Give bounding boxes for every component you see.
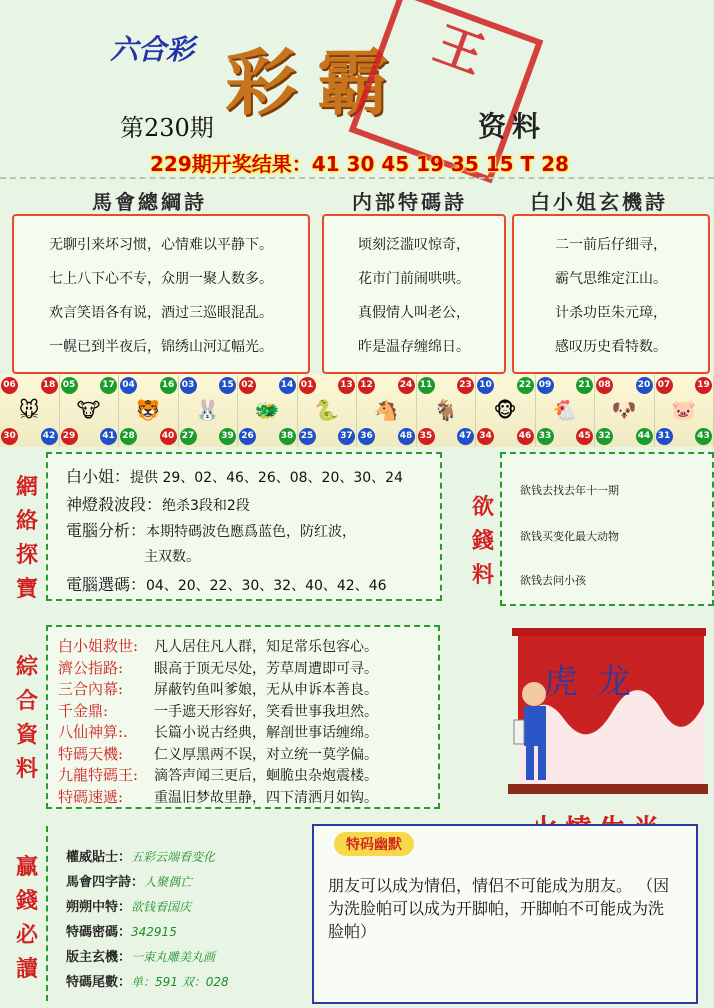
- win-side-label: [14, 850, 40, 986]
- zodiac-number: 17: [100, 377, 117, 394]
- shadeng-row: [66, 492, 250, 515]
- side-char: 綜: [15, 654, 38, 680]
- zodiac-number: 23: [457, 377, 474, 394]
- side-char: 網: [15, 474, 38, 500]
- poem-title-horse-club: 馬會總綱詩: [92, 190, 207, 214]
- poem-line: 霸气思维定江山。: [555, 271, 667, 287]
- zodiac-strip: [0, 375, 714, 447]
- side-char: 讀: [15, 956, 38, 982]
- row-value: 04、20、22、30、32、40、42、46: [146, 578, 387, 594]
- win-label: 特碼密碼：: [66, 925, 132, 940]
- side-char: 必: [15, 922, 38, 948]
- zodiac-number: 29: [61, 428, 78, 445]
- win-value: 单：591 双：028: [131, 975, 229, 989]
- win-row: [66, 896, 191, 915]
- money-line: 欲钱去问小孩: [520, 574, 586, 587]
- zodiac-number: 08: [596, 377, 613, 394]
- header-subtitle: 资料: [478, 110, 547, 143]
- win-row: [66, 971, 229, 990]
- zodiac-cell: [417, 375, 477, 447]
- zodiac-number: 35: [418, 428, 435, 445]
- row-label: 電腦分析：: [66, 521, 147, 540]
- win-label: 馬會四字詩：: [66, 875, 145, 890]
- zodiac-cell: [536, 375, 596, 447]
- zodiac-number: 07: [656, 377, 673, 394]
- zodiac-cell: [476, 375, 536, 447]
- zodiac-number: 48: [398, 428, 415, 445]
- zodiac-number: 22: [517, 377, 534, 394]
- zodiac-number: 21: [576, 377, 593, 394]
- zodiac-number: 01: [299, 377, 316, 394]
- poem-line: 欢言笑语各有说，酒过三巡眼混乱。: [49, 305, 273, 321]
- poem-line: 真假情人叫老公，: [358, 305, 470, 321]
- win-value: 五彩云端看变化: [131, 850, 216, 864]
- big-title: 彩霸: [225, 40, 410, 125]
- poem-box-baixiaojie: [512, 214, 710, 374]
- win-value: 欲钱看国庆: [131, 900, 192, 914]
- win-value: 人聚偶亡: [144, 875, 193, 889]
- pick-row: [66, 572, 387, 595]
- dragon-icon: 🐲: [254, 398, 280, 422]
- zodiac-cell: [298, 375, 358, 447]
- dog-icon: 🐶: [611, 398, 637, 422]
- combo-label: 濟公指路:: [58, 658, 124, 677]
- zodiac-number: 12: [358, 377, 375, 394]
- poem-title-internal: 内部特碼詩: [352, 190, 467, 214]
- zodiac-number: 11: [418, 377, 435, 394]
- zodiac-number: 46: [517, 428, 534, 445]
- zodiac-number: 43: [695, 428, 712, 445]
- zodiac-number: 16: [160, 377, 177, 394]
- joke-text: 朋友可以成为情侣，情侣不可能成为朋友。 （因为洗脸帕可以成为开脚帕，开脚帕不可能成为洗脸帕）: [328, 876, 670, 941]
- combo-row: [58, 786, 378, 807]
- zodiac-number: 44: [636, 428, 653, 445]
- zodiac-number: 02: [239, 377, 256, 394]
- combo-label: 八仙神算:.: [58, 723, 128, 741]
- win-row: [66, 871, 192, 890]
- row-value: 本期特碼波色應爲蓝色，防红波，: [146, 524, 357, 540]
- win-row: [66, 946, 215, 965]
- zodiac-number: 03: [180, 377, 197, 394]
- monkey-icon: 🐵: [493, 398, 517, 422]
- row-label: 電腦選碼：: [66, 575, 147, 594]
- win-box: [46, 826, 298, 1001]
- zodiac-number: 42: [41, 428, 58, 445]
- zodiac-cell: [595, 375, 655, 447]
- side-char: 合: [15, 688, 38, 714]
- combo-side-label: [14, 650, 40, 786]
- combo-label: 千金鼎:: [58, 701, 109, 720]
- zodiac-number: 40: [160, 428, 177, 445]
- poem-box-internal: [322, 214, 506, 374]
- combo-row: [58, 743, 378, 764]
- combo-row: [58, 635, 378, 656]
- poem-line: 感叹历史看特数。: [555, 339, 667, 355]
- zodiac-number: 33: [537, 428, 554, 445]
- side-char: 錢: [15, 888, 38, 914]
- poem-line: 无聊引来坏习惯，心情难以平静下。: [49, 237, 273, 253]
- combo-row: [58, 721, 378, 742]
- theater-illustration: [494, 624, 708, 802]
- side-char: 絡: [15, 508, 38, 534]
- rooster-icon: 🐔: [552, 398, 577, 422]
- poem-line: 七上八下心不专，众朋一聚人数多。: [49, 271, 273, 287]
- win-value: 342915: [131, 925, 177, 939]
- row-value: 提供 29、02、46、26、08、20、30、24: [130, 470, 403, 486]
- poem-line: 花市门前闹哄哄。: [358, 271, 470, 287]
- zodiac-number: 30: [1, 428, 18, 445]
- money-box: [500, 452, 714, 606]
- theater-words: 虎 龙: [544, 662, 635, 702]
- combo-label: 九龍特碼王:: [58, 766, 139, 784]
- combo-label: 特碼速遞:: [58, 787, 124, 806]
- money-line: 欲钱买变化最大动物: [520, 530, 619, 543]
- side-char: 錢: [471, 528, 494, 554]
- zodiac-number: 13: [338, 377, 355, 394]
- zodiac-number: 18: [41, 377, 58, 394]
- side-char: 料: [15, 756, 38, 782]
- zodiac-cell: [0, 375, 60, 447]
- joke-title: 特码幽默: [334, 832, 414, 856]
- combo-value: 滴答声闻三更后，蛔脆虫杂炮震楼。: [154, 768, 378, 784]
- side-char: 贏: [15, 854, 38, 880]
- baixiaojie-row: [66, 464, 403, 487]
- row-label: 白小姐：: [66, 467, 131, 486]
- win-row: [66, 921, 177, 940]
- zodiac-cell: [238, 375, 298, 447]
- zodiac-cell: [357, 375, 417, 447]
- poem-line: 一幌已到半夜后，锦绣山河辽幅光。: [49, 339, 273, 355]
- zodiac-number: 05: [61, 377, 78, 394]
- poem-line: 计杀功臣朱元璋，: [555, 305, 667, 321]
- side-char: 探: [15, 542, 38, 568]
- row-label: 神燈殺波段：: [66, 495, 163, 514]
- combo-value: 凡人居住凡人群，知足常乐包容心。: [154, 639, 378, 655]
- row-value: 绝杀3段和2段: [162, 498, 250, 514]
- tiger-icon: 🐯: [135, 398, 161, 422]
- rabbit-icon: 🐰: [195, 398, 220, 422]
- draw-result: 229期开奖结果：41 30 45 19 35 15 T 28: [150, 152, 569, 176]
- zodiac-number: 38: [279, 428, 296, 445]
- rat-icon: 🐭: [18, 398, 40, 422]
- money-side-label: [470, 490, 496, 592]
- combo-value: 长篇小说古经典，解剖世事话缠绵。: [154, 725, 378, 741]
- combo-row: [58, 657, 378, 678]
- poem-title-baixiaojie: 白小姐玄機詩: [530, 190, 668, 214]
- network-side-label: [14, 470, 40, 606]
- zodiac-number: 10: [477, 377, 494, 394]
- combo-value: 仁义厚黑两不误，对立统一莫学偏。: [154, 746, 378, 763]
- zodiac-cell: [655, 375, 714, 447]
- zodiac-number: 04: [120, 377, 137, 394]
- combo-label: 三合內幕:: [58, 680, 124, 698]
- zodiac-number: 19: [695, 377, 712, 394]
- side-char: 寶: [15, 576, 38, 602]
- zodiac-number: 32: [596, 428, 613, 445]
- zodiac-number: 28: [120, 428, 137, 445]
- zodiac-number: 37: [338, 428, 355, 445]
- win-label: 權威貼士：: [66, 850, 132, 865]
- win-label: 特碼尾數：: [66, 975, 132, 990]
- zodiac-number: 39: [219, 428, 236, 445]
- poem-line: 二一前后仔细寻，: [555, 237, 667, 253]
- poem-box-horse-club: [12, 214, 310, 374]
- side-char: 資: [15, 722, 38, 748]
- zodiac-number: 14: [279, 377, 296, 394]
- network-box: [46, 452, 442, 601]
- zodiac-number: 15: [219, 377, 236, 394]
- side-char: 料: [471, 562, 494, 588]
- zodiac-number: 41: [100, 428, 117, 445]
- zodiac-number: 45: [576, 428, 593, 445]
- zodiac-number: 25: [299, 428, 316, 445]
- zodiac-cell: [60, 375, 120, 447]
- combo-row: [58, 700, 378, 721]
- money-line: 欲钱去找去年十一期: [520, 484, 619, 497]
- snake-icon: 🐍: [314, 398, 339, 422]
- horse-icon: 🐴: [373, 398, 399, 422]
- zodiac-number: 36: [358, 428, 375, 445]
- combo-label: 特碼天機:: [58, 744, 124, 763]
- joke-box: [312, 824, 698, 1004]
- brand-logo: 六合彩: [110, 33, 195, 66]
- king-stamp: 王: [349, 0, 544, 183]
- combo-value: 眼高于顶无尽处，芳草周遭即可寻。: [154, 660, 378, 677]
- zodiac-cell: [179, 375, 239, 447]
- zodiac-number: 31: [656, 428, 673, 445]
- zodiac-number: 26: [239, 428, 256, 445]
- zodiac-number: 47: [457, 428, 474, 445]
- zodiac-number: 09: [537, 377, 554, 394]
- combo-box: [46, 625, 440, 809]
- combo-row: [58, 678, 378, 699]
- zodiac-number: 20: [636, 377, 653, 394]
- analysis-row-cont: 主双数。: [144, 549, 200, 565]
- zodiac-number: 06: [1, 377, 18, 394]
- poem-line: 顷刻泛滥叹惊奇，: [358, 237, 470, 253]
- zodiac-number: 24: [398, 377, 415, 394]
- ox-icon: 🐮: [76, 398, 101, 422]
- analysis-row: [66, 518, 356, 541]
- zodiac-number: 27: [180, 428, 197, 445]
- win-value: 一束丸雕美丸画: [131, 950, 216, 964]
- issue-number: 第230期: [120, 114, 214, 142]
- zodiac-number: 34: [477, 428, 494, 445]
- win-label: 朔朔中特：: [66, 900, 132, 915]
- combo-label: 白小姐救世:: [58, 637, 139, 655]
- zodiac-cell: [119, 375, 179, 447]
- win-row: [66, 846, 215, 865]
- combo-row: [58, 764, 378, 785]
- combo-value: 一手遮天形容好，笑看世事我坦然。: [154, 703, 378, 720]
- combo-value: 重温旧梦故里静，四下清洒月如钩。: [154, 789, 378, 806]
- goat-icon: 🐐: [433, 398, 458, 422]
- pig-icon: 🐷: [671, 398, 696, 422]
- header-divider: [0, 177, 714, 179]
- side-char: 欲: [471, 494, 494, 520]
- combo-value: 屏蔽钓鱼叫爹娘，无从申诉本善良。: [154, 682, 378, 698]
- poem-line: 昨是温存缠绵日。: [358, 339, 470, 355]
- win-label: 版主玄機：: [66, 950, 132, 965]
